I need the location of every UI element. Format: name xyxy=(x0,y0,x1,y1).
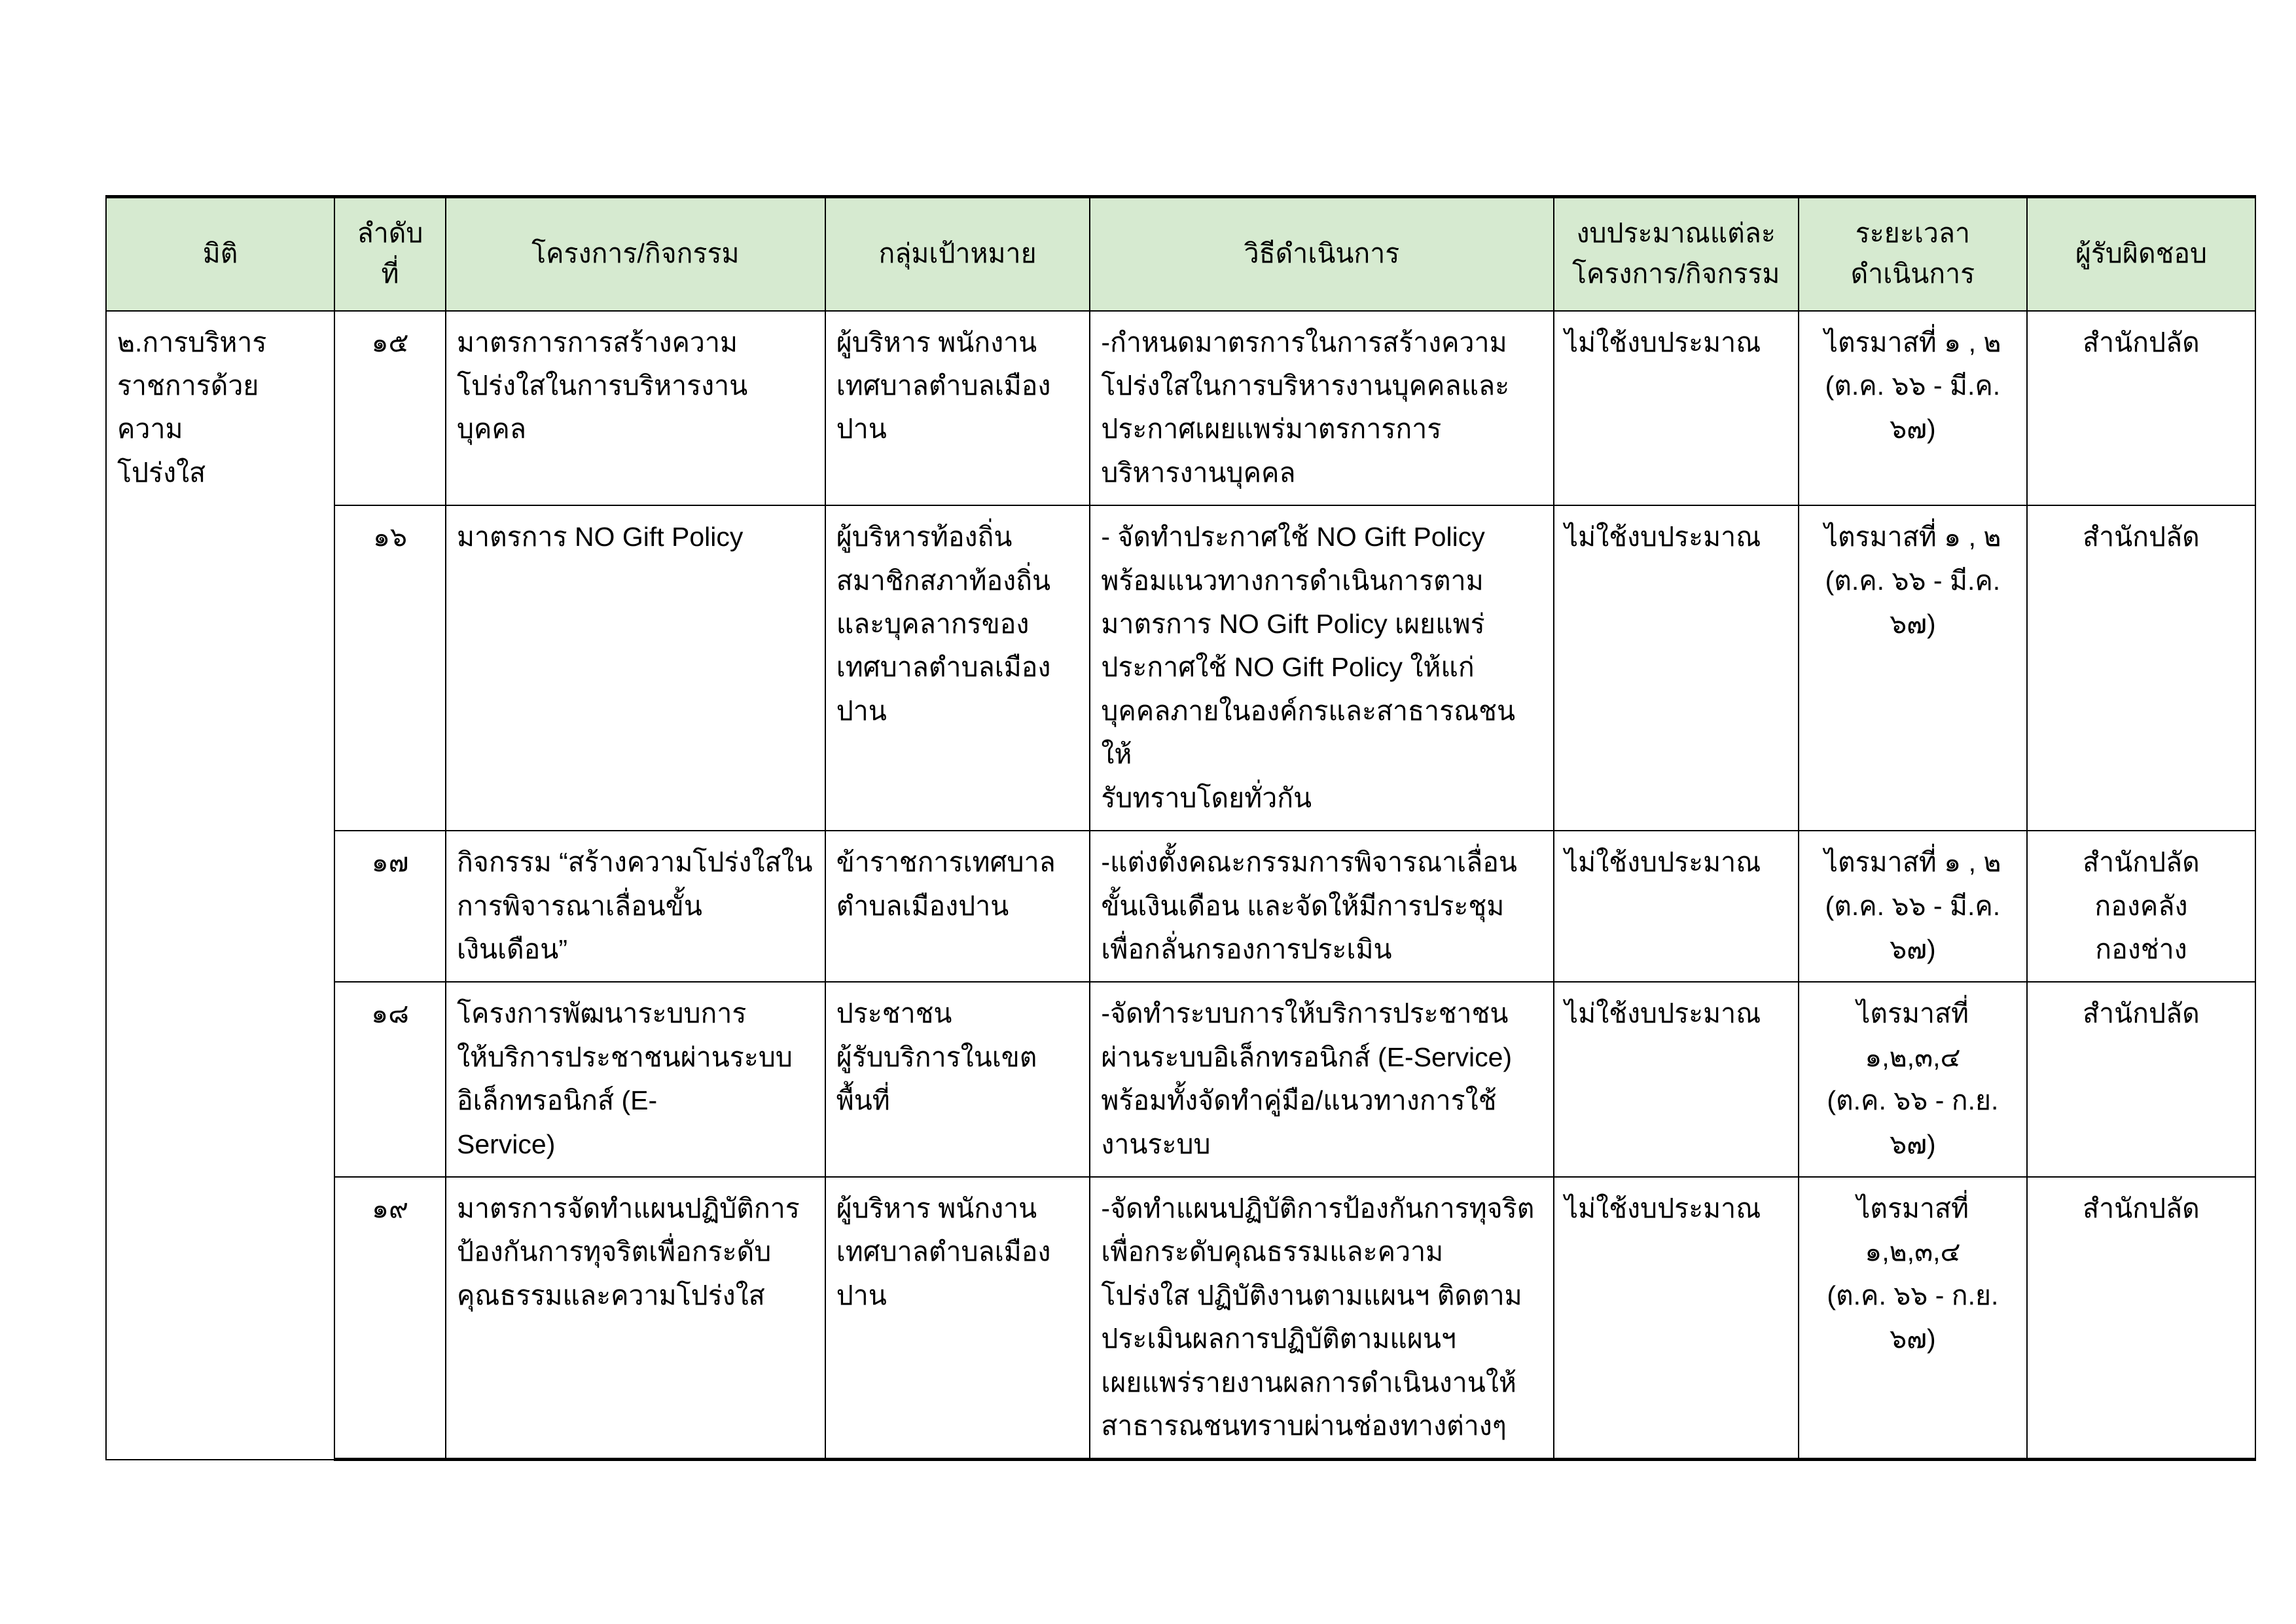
cell-method-line: ขั้นเงินเดือน และจัดให้มีการประชุม xyxy=(1101,890,1505,921)
cell-method-line: มาตรการ NO Gift Policy เผยแพร่ xyxy=(1101,609,1485,640)
cell-project-line: กิจกรรม “สร้างความโปร่งใสใน xyxy=(456,847,813,878)
cell-timeline-line: ไตรมาสที่ ๑ , ๒ xyxy=(1824,327,2001,357)
cell-method-line: สาธารณชนทราบผ่านช่องทางต่างๆ xyxy=(1101,1410,1507,1441)
cell-method-line: บริหารงานบุคคล xyxy=(1101,457,1296,488)
cell-project xyxy=(446,831,825,982)
cell-timeline-line: (ต.ค. ๖๖ - ก.ย. xyxy=(1827,1280,1999,1310)
cell-method-line: เผยแพร่รายงานผลการดำเนินงานให้ xyxy=(1101,1367,1516,1398)
cell-method-line: -แต่งตั้งคณะกรรมการพิจารณาเลื่อน xyxy=(1101,847,1517,878)
cell-timeline-line: ๖๗) xyxy=(1890,1324,1936,1354)
cell-timeline-line: ๖๗) xyxy=(1890,933,1936,964)
column-header-dimension xyxy=(106,197,334,311)
cell-project-line: ป้องกันการทุจริตเพื่อกระดับ xyxy=(456,1236,772,1267)
cell-method-line: รับทราบโดยทั่วกัน xyxy=(1101,782,1312,813)
table-row xyxy=(106,1177,2255,1460)
cell-method-line: ประเมินผลการปฏิบัติตามแผนฯ xyxy=(1101,1324,1456,1354)
cell-budget xyxy=(1554,982,1799,1177)
cell-order-no: ๑๙ xyxy=(334,1177,446,1460)
cell-timeline-line: ไตรมาสที่ xyxy=(1856,1193,1969,1223)
cell-timeline xyxy=(1799,505,2027,831)
cell-responsible-line: สำนักปลัด xyxy=(2083,847,2200,878)
cell-timeline xyxy=(1799,982,2027,1177)
cell-timeline-line: ไตรมาสที่ xyxy=(1856,998,1969,1029)
table-header xyxy=(106,197,2255,311)
cell-timeline-line: ๖๗) xyxy=(1890,609,1936,640)
cell-budget-line: ไม่ใช้งบประมาณ xyxy=(1564,1193,1761,1223)
column-header-label: ลำดับ xyxy=(357,218,423,248)
cell-method-line: เพื่อกลั่นกรองการประเมิน xyxy=(1101,933,1392,964)
column-header-label: ผู้รับผิดชอบ xyxy=(2075,238,2208,269)
cell-method-line: งานระบบ xyxy=(1101,1128,1211,1159)
cell-target-group xyxy=(825,831,1090,982)
cell-project xyxy=(446,1177,825,1460)
cell-target-group-line: ตำบลเมืองปาน xyxy=(836,890,1009,921)
cell-timeline xyxy=(1799,311,2027,506)
cell-project-line: เงินเดือน” xyxy=(456,933,567,964)
cell-dimension xyxy=(106,311,334,1460)
cell-budget-line: ไม่ใช้งบประมาณ xyxy=(1564,847,1761,878)
cell-timeline-line: (ต.ค. ๖๖ - มี.ค. xyxy=(1825,890,2001,921)
column-header-target-group xyxy=(825,197,1090,311)
cell-project xyxy=(446,505,825,831)
cell-timeline-line: ๑,๒,๓,๔ xyxy=(1865,1041,1961,1072)
cell-method-line: ผ่านระบบอิเล็กทรอนิกส์ (E-Service) xyxy=(1101,1041,1513,1072)
cell-timeline-line: ๖๗) xyxy=(1890,1128,1936,1159)
table-row xyxy=(106,831,2255,982)
cell-target-group-line: เทศบาลตำบลเมือง xyxy=(836,370,1051,401)
cell-responsible-line: กองคลัง xyxy=(2094,890,2188,921)
cell-responsible xyxy=(2027,831,2255,982)
column-header-label: โครงการ/กิจกรรม xyxy=(1571,259,1780,289)
cell-target-group-line: ผู้บริหาร พนักงาน xyxy=(836,1193,1037,1223)
table-row xyxy=(106,311,2255,506)
cell-method-line: -กำหนดมาตรการในการสร้างความ xyxy=(1101,327,1507,357)
cell-project-line: มาตรการจัดทำแผนปฏิบัติการ xyxy=(456,1193,800,1223)
cell-project-line: โครงการพัฒนาระบบการ xyxy=(456,998,747,1029)
column-header-responsible xyxy=(2027,197,2255,311)
table-row xyxy=(106,982,2255,1177)
cell-timeline-line: (ต.ค. ๖๖ - มี.ค. xyxy=(1825,565,2001,596)
table-header-row xyxy=(106,197,2255,311)
cell-method xyxy=(1090,831,1553,982)
column-header-label: กลุ่มเป้าหมาย xyxy=(878,238,1037,269)
cell-project-line: Service) xyxy=(456,1128,556,1159)
cell-dimension-line: ๒.การบริหาร xyxy=(117,327,267,357)
cell-timeline-line: ไตรมาสที่ ๑ , ๒ xyxy=(1824,847,2001,878)
cell-dimension-line: ราชการด้วยความ xyxy=(117,370,259,444)
cell-project-line: อิเล็กทรอนิกส์ (E- xyxy=(456,1085,658,1116)
cell-order-no: ๑๗ xyxy=(334,831,446,982)
column-header-budget xyxy=(1554,197,1799,311)
cell-target-group xyxy=(825,982,1090,1177)
cell-project-line: โปร่งใสในการบริหารงานบุคคล xyxy=(456,370,748,444)
cell-timeline xyxy=(1799,1177,2027,1460)
cell-budget xyxy=(1554,311,1799,506)
cell-responsible xyxy=(2027,1177,2255,1460)
cell-timeline-line: (ต.ค. ๖๖ - ก.ย. xyxy=(1827,1085,1999,1116)
cell-method-line: พร้อมแนวทางการดำเนินการตาม xyxy=(1101,565,1484,596)
cell-order-no: ๑๕ xyxy=(334,311,446,506)
anti-corruption-plan-table xyxy=(105,195,2256,1461)
cell-target-group-line: สมาชิกสภาท้องถิ่น xyxy=(836,565,1051,596)
cell-responsible xyxy=(2027,982,2255,1177)
cell-project-line: คุณธรรมและความโปร่งใส xyxy=(456,1280,765,1310)
column-header-timeline xyxy=(1799,197,2027,311)
column-header-label: วิธีดำเนินการ xyxy=(1244,238,1400,269)
cell-method-line: -จัดทำแผนปฏิบัติการป้องกันการทุจริต xyxy=(1101,1193,1535,1223)
cell-budget-line: ไม่ใช้งบประมาณ xyxy=(1564,998,1761,1029)
cell-method-line: เพื่อกระดับคุณธรรมและความ xyxy=(1101,1236,1444,1267)
cell-target-group-line: เทศบาลตำบลเมือง xyxy=(836,652,1051,683)
cell-project xyxy=(446,982,825,1177)
cell-dimension-line: โปร่งใส xyxy=(117,457,206,488)
cell-target-group xyxy=(825,1177,1090,1460)
cell-target-group-line: ปาน xyxy=(836,1280,887,1310)
cell-method-line: บุคคลภายในองค์กรและสาธารณชนให้ xyxy=(1101,695,1515,770)
cell-project xyxy=(446,311,825,506)
cell-target-group-line: ผู้บริหาร พนักงาน xyxy=(836,327,1037,357)
cell-method-line: ประกาศเผยแพร่มาตรการการ xyxy=(1101,414,1442,444)
cell-target-group-line: ผู้บริหารท้องถิ่น xyxy=(836,522,1013,552)
cell-method xyxy=(1090,311,1553,506)
cell-project-line: มาตรการการสร้างความ xyxy=(456,327,738,357)
cell-order-no: ๑๘ xyxy=(334,982,446,1177)
cell-responsible-line: กองช่าง xyxy=(2095,933,2187,964)
cell-responsible-line: สำนักปลัด xyxy=(2083,327,2200,357)
cell-method-line: โปร่งใส ปฏิบัติงานตามแผนฯ ติดตาม xyxy=(1101,1280,1522,1310)
column-header-label: ดำเนินการ xyxy=(1850,259,1975,289)
cell-target-group-line: ผู้รับบริการในเขต xyxy=(836,1041,1037,1072)
column-header-order-no xyxy=(334,197,446,311)
cell-responsible-line: สำนักปลัด xyxy=(2083,998,2200,1029)
cell-target-group xyxy=(825,311,1090,506)
column-header-label: งบประมาณแต่ละ xyxy=(1576,218,1776,248)
cell-budget xyxy=(1554,1177,1799,1460)
cell-target-group-line: พื้นที่ xyxy=(836,1085,890,1116)
column-header-label: ระยะเวลา xyxy=(1855,218,1971,248)
cell-timeline xyxy=(1799,831,2027,982)
cell-method-line: โปร่งใสในการบริหารงานบุคคลและ xyxy=(1101,370,1510,401)
cell-budget-line: ไม่ใช้งบประมาณ xyxy=(1564,522,1761,552)
cell-project-line: มาตรการ NO Gift Policy xyxy=(456,522,744,552)
cell-project-line: การพิจารณาเลื่อนขั้น xyxy=(456,890,702,921)
cell-method-line: พร้อมทั้งจัดทำคู่มือ/แนวทางการใช้ xyxy=(1101,1085,1497,1116)
cell-budget xyxy=(1554,831,1799,982)
cell-timeline-line: ๖๗) xyxy=(1890,414,1936,444)
cell-method xyxy=(1090,1177,1553,1460)
cell-method xyxy=(1090,982,1553,1177)
table-body xyxy=(106,311,2255,1460)
cell-target-group-line: ปาน xyxy=(836,695,887,726)
cell-responsible-line: สำนักปลัด xyxy=(2083,1193,2200,1223)
column-header-label: มิติ xyxy=(202,238,238,269)
cell-target-group-line: ข้าราชการเทศบาล xyxy=(836,847,1056,878)
cell-timeline-line: (ต.ค. ๖๖ - มี.ค. xyxy=(1825,370,2001,401)
cell-budget xyxy=(1554,505,1799,831)
cell-responsible xyxy=(2027,311,2255,506)
cell-target-group xyxy=(825,505,1090,831)
table-row xyxy=(106,505,2255,831)
cell-timeline-line: ไตรมาสที่ ๑ , ๒ xyxy=(1824,522,2001,552)
plan-table-container xyxy=(105,195,2256,1461)
column-header-label: ที่ xyxy=(381,259,399,289)
column-header-project xyxy=(446,197,825,311)
cell-responsible-line: สำนักปลัด xyxy=(2083,522,2200,552)
cell-target-group-line: ปาน xyxy=(836,414,887,444)
cell-method-line: ประกาศใช้ NO Gift Policy ให้แก่ xyxy=(1101,652,1475,683)
cell-target-group-line: ประชาชน xyxy=(836,998,952,1029)
cell-budget-line: ไม่ใช้งบประมาณ xyxy=(1564,327,1761,357)
cell-method-line: - จัดทำประกาศใช้ NO Gift Policy xyxy=(1101,522,1485,552)
cell-method xyxy=(1090,505,1553,831)
cell-timeline-line: ๑,๒,๓,๔ xyxy=(1865,1236,1961,1267)
cell-project-line: ให้บริการประชาชนผ่านระบบ xyxy=(456,1041,793,1072)
cell-responsible xyxy=(2027,505,2255,831)
cell-target-group-line: เทศบาลตำบลเมือง xyxy=(836,1236,1051,1267)
column-header-method xyxy=(1090,197,1553,311)
column-header-label: โครงการ/กิจกรรม xyxy=(531,238,740,269)
cell-method-line: -จัดทำระบบการให้บริการประชาชน xyxy=(1101,998,1509,1029)
cell-order-no: ๑๖ xyxy=(334,505,446,831)
cell-target-group-line: และบุคลากรของ xyxy=(836,609,1030,640)
